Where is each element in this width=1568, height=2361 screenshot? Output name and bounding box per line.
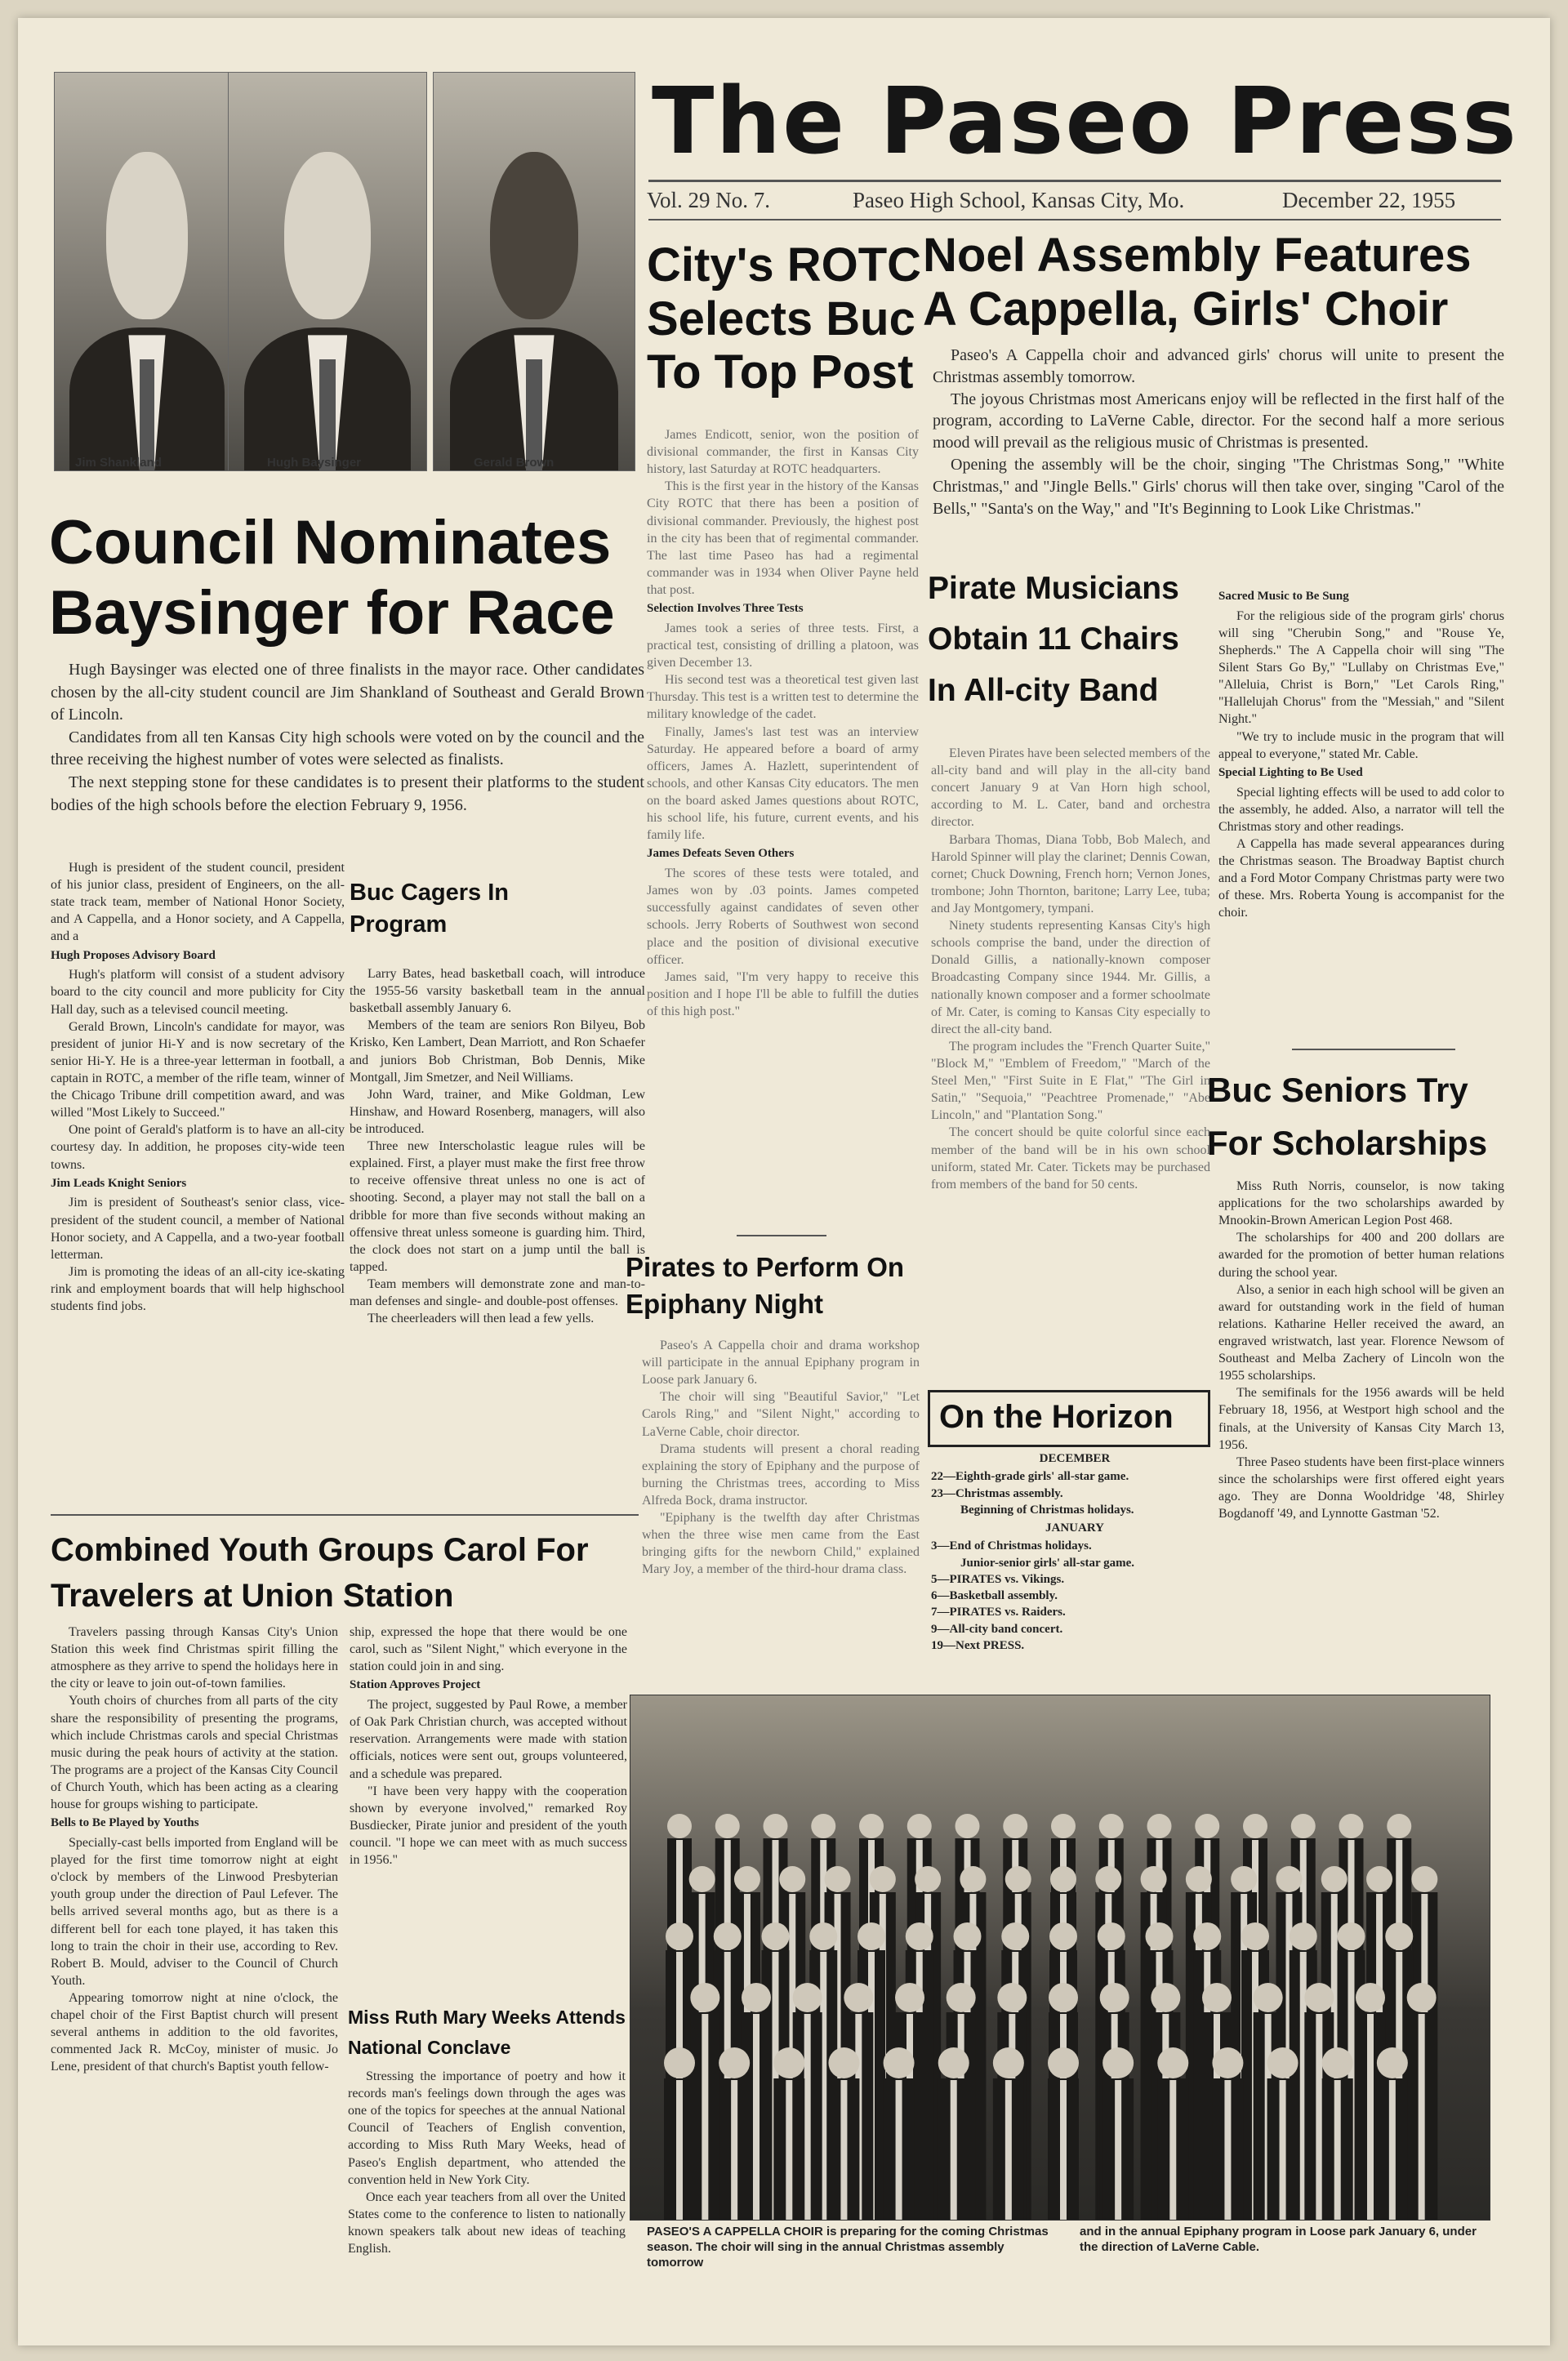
photo-caption-1: Jim Shankland (75, 456, 162, 470)
epiphany-body: Paseo's A Cappella choir and drama workshop will participate in the annual Epiphany program in Loose park January 6. The choir will sing "Beautiful Savior," "Let Carols Ring," and "Silent Night," according to LaVerne Cable, choir director. Drama students will present a choral reading explaining the story of Epiphany and the purpose of burning the Christmas trees, according to Miss Alfreda Bock, drama instructor. "Epiphany is the twelfth day after Christmas when the three wise men came from the East bringing gifts for the newborn Child," explained Mary Joy, a member of the third-hour drama class. (642, 1339, 920, 1577)
rotc-body: James Endicott, senior, won the position of divisional commander, the first in Kansas City history, last Saturday at ROTC headquarters. This is the first year in the history of the Kansas City ROTC that there has been a position of divisional commander. Previously, the highest post in the city has been that of regimental commander. The last time Paseo has had a regimental commander was in 1934 when Oliver Payne held that post. Selection Involves Three Tests James took a series of three tests. First, a practical test, consisting of drilling a platoon, was given December 13. His second test was a theoretical test given last Thursday. This test is a written test to determine the military knowledge of the cadet. Finally, James's last test was an interview Saturday. He appeared before a board of army officers, James A. Hazlett, superintendent of schools, and other Kansas City educators. The men on the board asked James questions about ROTC, his school life, his future, current events, and his family life. James Defeats Seven Others The scores of these tests were totaled, and James won by .03 points. James competed successfully against candidates of seven other schools. Jerry Roberts of Southwest won second place and the position of divisional executive officer. James said, "I'm very happy to receive this position and I hope I'll be able to fulfill the duties of this high post." (647, 428, 919, 1018)
council-headline: Council Nominates Baysinger for Race (49, 508, 615, 648)
epiphany-headline: Pirates to Perform On Epiphany Night (626, 1252, 905, 1319)
photo-gerald-brown (433, 72, 635, 471)
newspaper-page (18, 18, 1550, 2345)
choir-photo (630, 1695, 1490, 2221)
issue-date: December 22, 1955 (1282, 188, 1456, 212)
musicians-body: Eleven Pirates have been selected members of the all-city band and will play in the all-city band concert January 9 at Van Horn high school, according to M. L. Cater, band and orchestra director. Barbara Thomas, Diana Tobb, Bob Malech, and Harold Spinner will play the clarinet; Dennis Cowan, cornet; Chuck Downing, French horn; Vernon Jones, trombone; John Thornton, baritone; Larry Lee, tuba; and Jay Montgomery, tympani. Ninety students representing Kansas City's high schools comprise the band, under the direction of Donald Gillis, a nationally-known composer Broadcasting Company since 1944. Mr. Gillis, a nationally known composer and a former schoolmate of Mr. Cater, is coming to Kansas City especially to direct the all-city band. The program includes the "French Quarter Suite," "Block M," "Emblem of Freedom," "March of the Steel Men," "First Suite in E Flat," "The Girl in Satin," "Sequoia," "Peachtree Promenade," "Abe Lincoln," and "Plantation Song." The concert should be quite colorful since each member of the band will be in his own school uniform, stated Mr. Cater. Tickets may be purchased from members of the band for 50 cents. (931, 746, 1210, 1192)
volume-number: Vol. 29 No. 7. (647, 188, 771, 212)
weeks-headline: Miss Ruth Mary Weeks Attends National Conclave (348, 2007, 626, 2058)
noel-body-cont: Sacred Music to Be Sung For the religious side of the program girls' chorus will sing "Cherubin Song," and "Rouse Ye, Shepherds." The A Cappella choir will sing "The Silent Stars Go By," "Lullaby on Christmas Eve," "Alleluia, Christ is Born," "Let Carols Ring," "Hallelujah Chorus" from the "Messiah," and "Silent Night." "We try to include music in the program that will appeal to everyone," stated Mr. Cable. Special Lighting to Be Used Special lighting effects will be used to add color to the assembly, he added. Also, a narrator will tell the Christmas story and other readings. A Cappella has made several appearances during the Christmas season. The Broadway Baptist church and a Ford Motor Company Christmas party were two of these. Mrs. Roberta Young is accompanist for the choir. (1218, 590, 1504, 920)
cagers-body: Larry Bates, head basketball coach, will introduce the 1955-56 varsity basketball team in the annual basketball assembly January 6. Members of the team are seniors Ron Bilyeu, Bob Krisko, Ken Lambert, Dean Marriott, and Ron Schaefer and juniors Bob Christman, Bob Dennis, Mike Montgall, Jim Smetzer, and Neil Williams. John Ward, trainer, and Mike Goldman, Lew Hinshaw, and Howard Rosenberg, managers, will also be introduced. Three new Interscholastic league rules will be explained. First, a player must make the first free throw to receive offensive threat unless no one is act of shooting. Second, a player may not stall the ball on a dribble for more than five seconds without making an offensive threat unless someone is guarding him. Third, the clock does not start on a jump until the ball is tapped. Team members will demonstrate zone and man-to-man defenses and single- and double-post offenses. The cheerleaders will then lead a few yells. (350, 967, 645, 1326)
seniors-headline: Buc Seniors Try For Scholarships (1207, 1071, 1488, 1163)
weeks-body: Stressing the importance of poetry and how it records man's feelings down through the ages was one of the topics for speeches at the annual National Council of Teachers of English convention, according to Miss Ruth Mary Weeks, head of Paseo's English department, who attended the convention held in New York City. Once each year teachers from all over the United States come to the conference to listen to nationally known speakers talk about new ideas of teaching English. (348, 2069, 626, 2256)
photo-jim-shankland (54, 72, 240, 471)
union-body-left: Travelers passing through Kansas City's Union Station this week find Christmas spirit filling the atmosphere as they arrive to spend the holidays here in the city or leave to join out-of-town families. Youth choirs of churches from all parts of the city share the responsibility of presenting the programs, which include Christmas carols and special Christmas music during the peak hours of activity at the station. The programs are a project of the Kansas City Council of Church Youth, which has been acting as a clearing house for groups wishing to participate. Bells to Be Played by Youths Specially-cast bells imported from England will be played for the first time tomorrow night at eight o'clock by members of the Linwood Presbyterian youth group under the direction of Paul Lefever. The bells arrived several months ago, but as there is a different bell for each tone played, it has taken this long to train the choir in their use, according to Rev. Robert B. Mould, adviser to the Council of Church Youth. Appearing tomorrow night at nine o'clock, the chapel choir of the First Baptist church will present several anthems in addition to the old favorites, commented Jack R. McCoy, minister of music. Jo Lene, president of that church's Baptist youth fellow- (51, 1625, 338, 2074)
seniors-body: Miss Ruth Norris, counselor, is now taking applications for the two scholarships awarded by Mnookin-Brown American Legion Post 468. The scholarships for 400 and 200 dollars are awarded for the promotion of better human relations during the school year. Also, a senior in each high school will be given an award for outstanding work in the field of human relations. Katharine Heller received the award, an engraved wristwatch, last year. Florence Newsom of Southeast and Melba Zachery of Lincoln won the 1955 scholarships. The semifinals for the 1956 awards will be held February 18, 1956, at Westport high school and the finals, at the University of Kansas City March 13, 1956. Three Paseo students have been first-place winners since the scholarships were first offered eight years ago. They are Donna Wooldridge '48, Shirley Bogdanoff '49, and Lynnotte Gastman '52. (1218, 1179, 1504, 1521)
horizon-list: DECEMBER 22—Eighth-grade girls' all-star game. 23—Christmas assembly. Beginning of Christmas holidays. JANUARY 3—End of Christmas holidays. Junior-senior girls' all-star game. 5—PIRATES vs. Vikings. 6—Basketball assembly. 7—PIRATES vs. Raiders. 9—All-city band concert. 19—Next PRESS. (931, 1452, 1135, 1652)
council-column: Hugh is president of the student council, president of his junior class, president of Engineers, on the all-state track team, member of National Honor Society, and A Cappella, and a Honor society, and A Cappella, and a Hugh Proposes Advisory Board Hugh's platform will consist of a student advisory board to the city council and more publicity for City Hall day, such as a televised council meeting. Gerald Brown, Lincoln's candidate for mayor, was president of junior Hi-Y and is now secretary of the senior Hi-Y. He is a three-year letterman in football, a captain in ROTC, a member of the rifle team, winner of the Chicago Tribune drill competition award, and was willed "Most Likely to Succeed." One point of Gerald's platform is to have an all-city courtesy day. In addition, he proposes city-wide teen towns. Jim Leads Knight Seniors Jim is president of Southeast's senior class, vice-president of the student council, a member of National Honor society, and A Cappella, and a two-year football letterman. Jim is promoting the ideas of an all-city ice-skating rink and employment boards that will help highschool students find jobs. (51, 861, 345, 1314)
photo-caption-3: Gerald Brown (474, 456, 555, 470)
cagers-headline: Buc Cagers In Program (350, 880, 509, 938)
union-headline: Combined Youth Groups Carol For Travelers at Union Station (51, 1532, 589, 1614)
union-body-right: ship, expressed the hope that there would be one carol, such as "Silent Night," which everyone in the station could join in and sing. Station Approves Project The project, suggested by Paul Rowe, a member of Oak Park Christian church, was accepted without reservation. Arrangements were made with station officials, notices were sent out, groups volunteered, and a schedule was prepared. "I have been very happy with the cooperation shown by everyone involved," remarked Roy Busdiecker, Pirate junior and president of the youth council. "I hope we can meet with as much success in 1956." (350, 1625, 627, 1868)
choir-caption-right: and in the annual Epiphany program in Loose park January 6, under the direction of LaVerne Cable. (1080, 2225, 1477, 2254)
council-lead: Hugh Baysinger was elected one of three finalists in the mayor race. Other candidates chosen by the all-city student council are Jim Shankland of Southeast and Gerald Brown of Lincoln. Candidates from all ten Kansas City high schools were voted on by the council and the three receiving the highest number of votes were selected as finalists. The next stepping stone for these candidates is to present their platforms to the student bodies of the high schools before the election February 9, 1956. (51, 661, 644, 814)
noel-body: Paseo's A Cappella choir and advanced girls' chorus will unite to present the Christmas assembly tomorrow. The joyous Christmas most Americans enjoy will be reflected in the first half of the program, according to LaVerne Cable, director. For the second half a more serious mood will prevail as the religious music of Christmas is presented. Opening the assembly will be the choir, singing "The Christmas Song," "White Christmas," and "Jingle Bells." Girls' chorus will then take over, singing "Carol of the Bells," "Santa's on the Way," and "It's Beginning to Look Like Christmas." (933, 346, 1504, 518)
noel-headline: Noel Assembly Features A Cappella, Girls' Choir (923, 229, 1472, 336)
photo-hugh-baysinger (228, 72, 427, 471)
photo-caption-2: Hugh Baysinger (267, 456, 362, 470)
masthead-title: The Paseo Press (652, 69, 1518, 175)
musicians-headline: Pirate Musicians Obtain 11 Chairs In All-city Band (928, 571, 1179, 708)
rotc-headline: City's ROTC Selects Buc To Top Post (647, 238, 922, 399)
school-name: Paseo High School, Kansas City, Mo. (853, 188, 1185, 212)
horizon-title: On the Horizon (939, 1399, 1174, 1435)
choir-caption-left: PASEO'S A CAPPELLA CHOIR is preparing for the coming Christmas season. The choir will sing in the annual Christmas assembly tomorrow (647, 2225, 1049, 2270)
